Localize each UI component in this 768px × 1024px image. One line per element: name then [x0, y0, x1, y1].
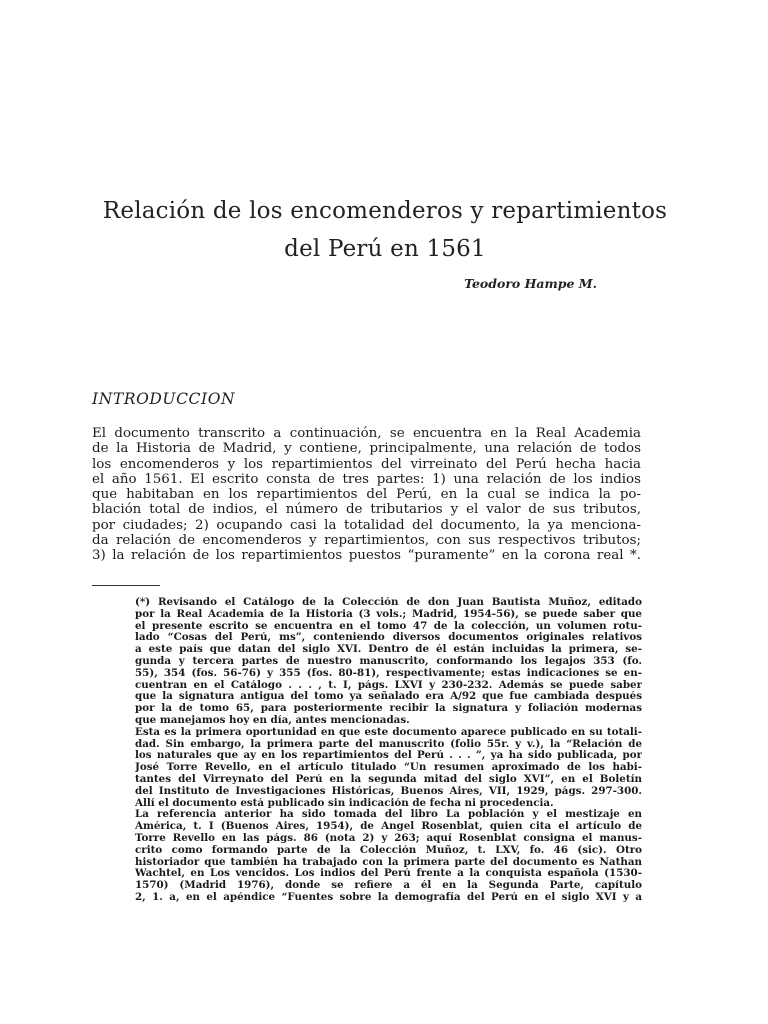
intro-line: de la Historia de Madrid, y contiene, principalmente, una relación de todos — [92, 441, 641, 457]
footnote-line: La referencia anterior ha sido tomada del libro La población y el mestizaje en — [135, 809, 642, 821]
introduction-paragraph — [92, 426, 641, 564]
footnote-line: gunda y tercera partes de nuestro manuscrito, conformando los legajos 353 (fo. — [135, 655, 642, 667]
footnote-line: América, t. I (Buenos Aires, 1954), de Angel Rosenblat, quien cita el artículo de — [135, 821, 642, 833]
intro-line: el año 1561. El escrito consta de tres partes: 1) una relación de los indios — [92, 471, 641, 487]
footnote-line: que la signatura antigua del tomo ya señalado era A/92 que fue cambiada después — [135, 691, 642, 703]
intro-line: que habitaban en los repartimientos del Perú, en la cual se indica la po- — [92, 487, 641, 503]
footnote-line: 1570) (Madrid 1976), donde se refiere a él en la Segunda Parte, capítulo — [135, 880, 642, 892]
intro-line: 3) la relación de los repartimientos puestos “puramente” en la corona real *. — [92, 548, 641, 564]
footnote-line: dad. Sin embargo, la primera parte del manuscrito (folio 55r. y v.), la “Relación de — [135, 738, 642, 750]
intro-line: blación total de indios, el número de tributarios y el valor de sus tributos, — [92, 502, 641, 518]
footnote-line: del Instituto de Investigaciones Históricas, Buenos Aires, VII, 1929, págs. 297-300. — [135, 785, 642, 797]
title-line-2: del Perú en 1561 — [284, 236, 486, 262]
footnote-block — [135, 597, 642, 904]
footnote-line: José Torre Revello, en el artículo titulado “Un resumen aproximado de los habi- — [135, 762, 642, 774]
footnote-line: los naturales que ay en los repartimientos del Perú . . . ”, ya ha sido publicada, por — [135, 750, 642, 762]
intro-line: por ciudades; 2) ocupando casi la totalidad del documento, la ya menciona- — [92, 517, 641, 533]
footnote-line: Esta es la primera oportunidad en que este documento aparece publicado en su totali- — [135, 726, 642, 738]
footnote-separator — [92, 585, 160, 586]
intro-line: da relación de encomenderos y repartimientos, con sus respectivos tributos; — [92, 533, 641, 549]
footnote-line: a este país que datan del siglo XVI. Dentro de él están incluidas la primera, se- — [135, 644, 642, 656]
footnote-line: Torre Revello en las págs. 86 (nota 2) y 263; aquí Rosenblat consigna el manus- — [135, 832, 642, 844]
author-name: Teodoro Hampe M. — [464, 276, 597, 291]
section-heading: INTRODUCCION — [92, 390, 236, 408]
footnote-line: crito como formando parte de la Colección Muñoz, t. LXV, fo. 46 (sic). Otro — [135, 844, 642, 856]
footnote-line: tantes del Virreynato del Perú en la segunda mitad del siglo XVI”, en el Boletín — [135, 773, 642, 785]
footnote-line: 2, 1. a, en el apéndice “Fuentes sobre la demografía del Perú en el siglo XVI y a — [135, 891, 642, 903]
footnote-line: lado “Cosas del Perú, ms”, conteniendo diversos documentos originales relativos — [135, 632, 642, 644]
footnote-line: que manejamos hoy en día, antes mencionadas. — [135, 714, 410, 726]
article-title — [60, 192, 710, 268]
intro-line: los encomenderos y los repartimientos del virreinato del Perú hecha hacia — [92, 456, 641, 472]
footnote-line: (*) Revisando el Catálogo de la Colección de don Juan Bautista Muñoz, editado — [135, 597, 642, 608]
footnote-line: por la de tomo 65, para posteriormente recibir la signatura y foliación modernas — [135, 703, 642, 715]
footnote-line: historiador que también ha trabajado con la primera parte del documento es Nathan — [135, 856, 642, 868]
intro-line: El documento transcrito a continuación, se encuentra en la Real Academia — [92, 426, 641, 441]
footnote-line: Wachtel, en Los vencidos. Los indios del Perú frente a la conquista española (1530- — [135, 868, 642, 880]
footnote-line: el presente escrito se encuentra en el tomo 47 de la colección, un volumen rotu- — [135, 620, 642, 632]
footnote-line: Allí el documento está publicado sin indicación de fecha ni procedencia. — [135, 797, 554, 809]
title-line-1: Relación de los encomenderos y repartimientos — [102, 198, 668, 224]
footnote-line: 55), 354 (fos. 56-76) y 355 (fos. 80-81), respectivamente; estas indicaciones se en- — [135, 667, 642, 679]
footnote-line: cuentran en el Catálogo . . . , t. I, págs. LXVI y 230-232. Además se puede saber — [135, 679, 642, 691]
footnote-line: por la Real Academia de la Historia (3 vols.; Madrid, 1954-56), se puede saber que — [135, 608, 642, 620]
